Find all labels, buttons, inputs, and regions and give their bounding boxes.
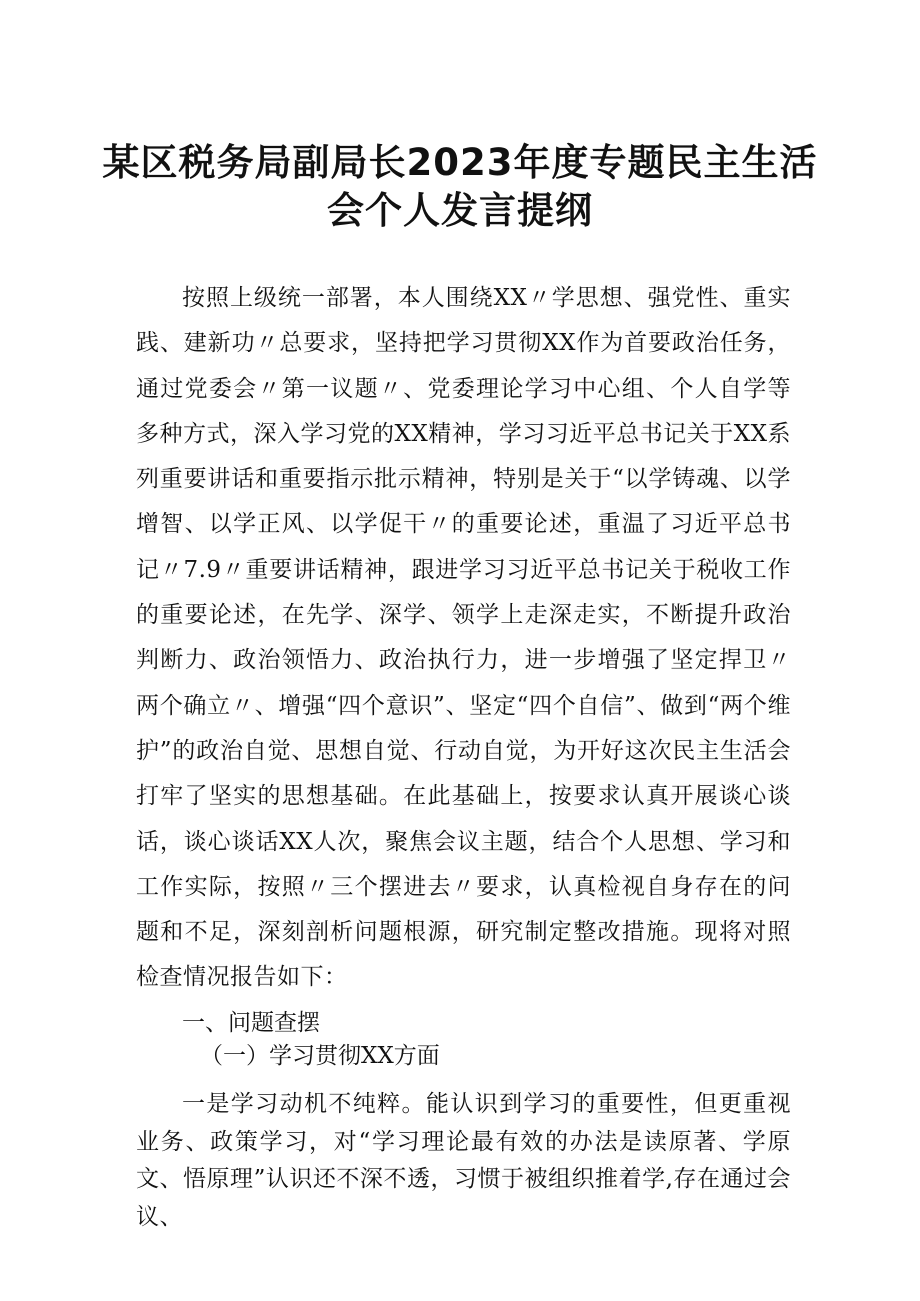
intro-paragraph: 按照上级统一部署，本人围绕XX〃学思想、强党性、重实践、建新功〃总要求，坚持把学习贯彻XX作为首要政治任务，通过党委会〃第一议题〃、党委理论学习中心组、个人自学等多种方式，深入学习党的XX精神，学习习近平总书记关于XX系列重要讲话和重要指示批示精神，特别是关于“以学铸魂、以学增智、以学正风、以学促干〃的重要论述，重温了习近平总书记〃7.9〃重要讲话精神，跟进学习习近平总书记关于税收工作的重要论述，在先学、深学、领学上走深走实，不断提升政治判断力、政治领悟力、政治执行力，进一步增强了坚定捍卫〃两个确立〃、增强“四个意识”、坚定“四个自信”、做到“两个维护”的政治自觉、思想自觉、行动自觉，为开好这次民主生活会打牢了坚实的思想基础。在此基础上，按要求认真开展谈心谈话，谈心谈话XX人次，聚焦会议主题，结合个人思想、学习和工作实际，按照〃三个摆进去〃要求，认真检视自身存在的问题和不足，深刻剖析问题根源，研究制定整改措施。现将对照检查情况报告如下： <box>136 285 791 991</box>
document-title-line-1: 某区税务局副局长2023年度专题民主生活 <box>102 141 818 184</box>
subsection-heading-study: （一）学习贯彻XX方面 <box>200 1043 440 1069</box>
document-title-line-2: 会个人发言提纲 <box>327 189 593 232</box>
point-one-paragraph: 一是学习动机不纯粹。能认识到学习的重要性，但更重视业务、政策学习，对“学习理论最有效的办法是读原著、学原文、悟原理”认识还不深不透，习惯于被组织推着学,存在通过会议、 <box>136 1091 791 1230</box>
section-heading-problems: 一、问题查摆 <box>182 1010 320 1036</box>
